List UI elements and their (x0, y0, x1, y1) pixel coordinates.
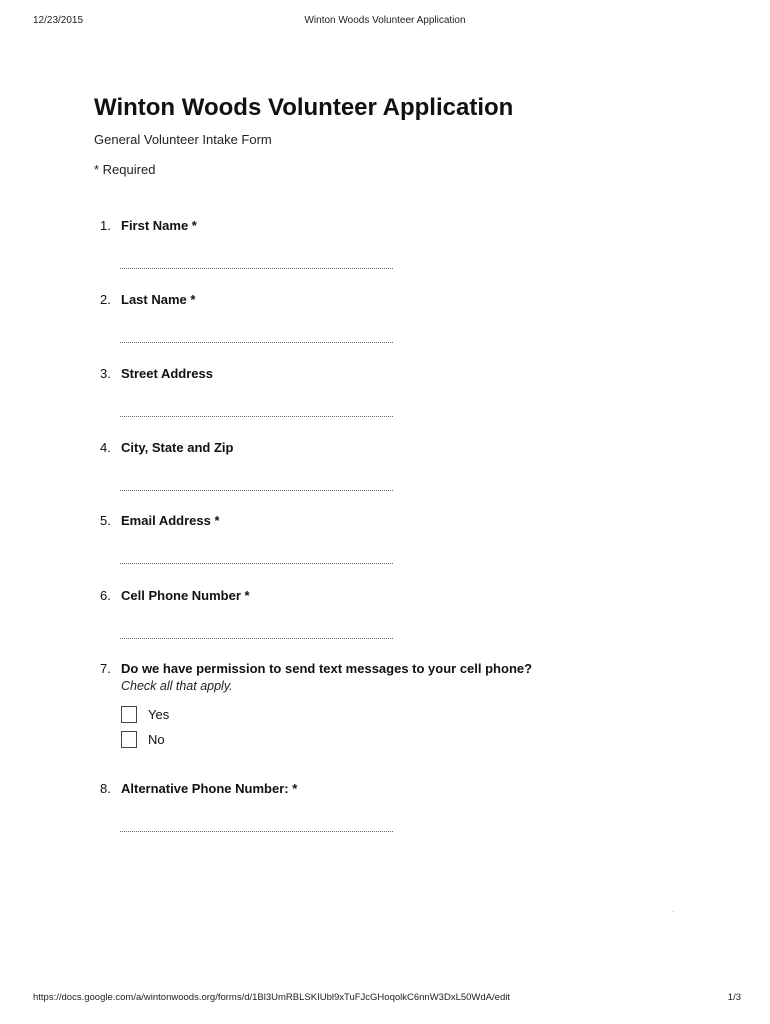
print-page-title: Winton Woods Volunteer Application (304, 15, 466, 26)
question-number: 5. (100, 513, 111, 528)
question-text-permission (100, 661, 540, 754)
form-description: General Volunteer Intake Form (94, 132, 272, 147)
checkbox-option-yes[interactable] (121, 704, 540, 725)
question-city-state-zip (100, 440, 540, 491)
question-alternative-phone (100, 781, 540, 832)
question-number: 6. (100, 588, 111, 603)
city-state-zip-field[interactable] (120, 480, 393, 491)
question-email-address (100, 513, 540, 564)
checkbox-label-no: No (148, 732, 165, 747)
form-title: Winton Woods Volunteer Application (94, 94, 514, 121)
question-last-name (100, 292, 540, 343)
question-cell-phone (100, 588, 540, 639)
print-footer (33, 992, 741, 1006)
scan-speck: · (672, 907, 675, 916)
question-label: Do we have permission to send text messages to your cell phone? (121, 661, 533, 676)
email-address-field[interactable] (120, 553, 393, 564)
question-label: First Name * (121, 218, 197, 233)
checkbox-option-no[interactable] (121, 729, 540, 750)
question-street-address (100, 366, 540, 417)
question-first-name (100, 218, 540, 269)
question-label: Alternative Phone Number: * (121, 781, 298, 796)
checkbox-yes[interactable] (121, 706, 137, 723)
question-number: 4. (100, 440, 111, 455)
last-name-field[interactable] (120, 332, 393, 343)
question-label: Cell Phone Number * (121, 588, 250, 603)
print-url: https://docs.google.com/a/wintonwoods.org/forms/d/1Bl3UmRBLSKIUbl9xTuFJcGHoqolkC6nnW3DxL50WdA/edit (33, 992, 510, 1003)
print-header (33, 15, 737, 29)
question-help-text: Check all that apply. (121, 679, 233, 693)
checkbox-label-yes: Yes (148, 707, 170, 722)
question-label: Street Address (121, 366, 213, 381)
required-note: * Required (94, 162, 156, 177)
question-number: 7. (100, 661, 111, 676)
question-label: Email Address * (121, 513, 220, 528)
alternative-phone-field[interactable] (120, 821, 393, 832)
question-label: Last Name * (121, 292, 196, 307)
checkbox-no[interactable] (121, 731, 137, 748)
print-date: 12/23/2015 (33, 15, 84, 26)
street-address-field[interactable] (120, 406, 393, 417)
question-number: 3. (100, 366, 111, 381)
question-label: City, State and Zip (121, 440, 234, 455)
first-name-field[interactable] (120, 258, 393, 269)
question-number: 1. (100, 218, 111, 233)
page-number: 1/3 (727, 992, 741, 1003)
question-number: 8. (100, 781, 111, 796)
cell-phone-field[interactable] (120, 628, 393, 639)
question-number: 2. (100, 292, 111, 307)
checkbox-group (121, 704, 540, 750)
